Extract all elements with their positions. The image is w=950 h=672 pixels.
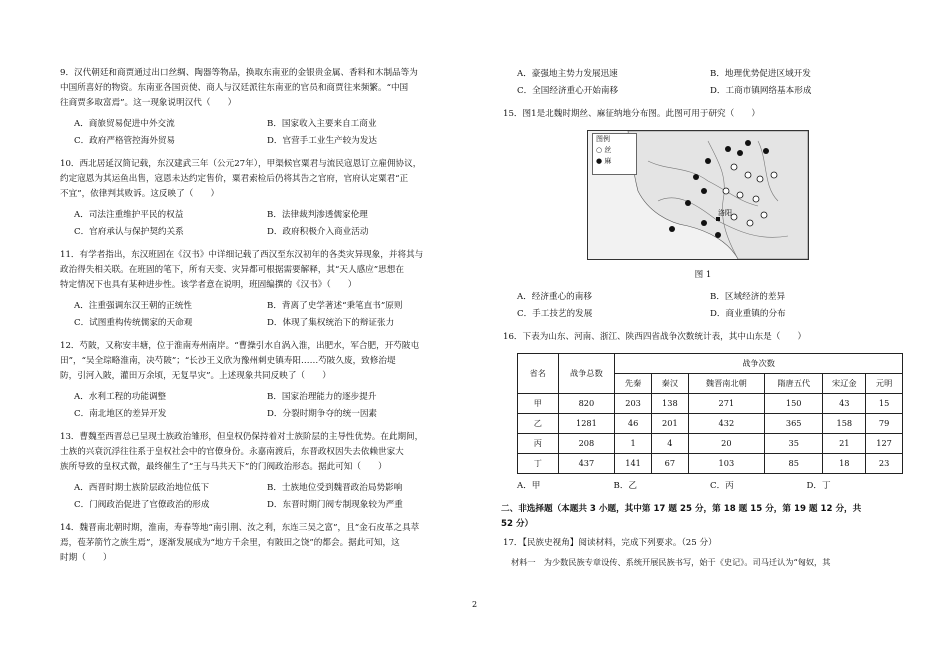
- hemp-marker: [715, 232, 721, 238]
- option-d[interactable]: D．分裂时期争夺的统一因素: [267, 409, 378, 419]
- question-text-line: 族所导致的皇权式微，最终催生了“王与马共天下”的门阀政治形态。据此可知（ ）: [60, 462, 387, 472]
- question-text-line: 中国所喜好的物资。东南亚各国贡使、商人与汉廷派往东南亚的官员和商贾往来频繁。“中国: [60, 83, 409, 93]
- legend-hemp: [596, 156, 636, 167]
- cell: 432: [688, 414, 764, 434]
- option-a[interactable]: A．水利工程的功能调整: [74, 392, 167, 402]
- silk-marker: [731, 164, 737, 170]
- option-c[interactable]: C．南北地区的差异开发: [74, 409, 167, 419]
- question-12: [60, 339, 460, 423]
- question-13: [60, 430, 460, 514]
- question-text-line: 时期（ ）: [60, 553, 112, 563]
- city-label: 洛阳: [718, 209, 732, 217]
- question-text-line: 政治得失相关联。在班固的笔下，所有天变、灾异都可根据需要解释，其“天人感应”思想在: [60, 265, 404, 275]
- cell: 18: [823, 454, 866, 474]
- table-row: [518, 414, 903, 434]
- question-text-line: 不宜”，依律判其败诉。这反映了（ ）: [60, 189, 220, 199]
- option-b[interactable]: B．国家收入主要来自工商业: [267, 119, 377, 129]
- silk-marker: [771, 172, 777, 178]
- cell: 138: [651, 394, 688, 414]
- hemp-symbol-icon: ●: [596, 157, 605, 165]
- material-text: 材料一 为少数民族专章设传、系统开展民族书写，始于《史记》。司马迁认为“匈奴，其: [511, 557, 831, 567]
- hemp-marker: [745, 140, 751, 146]
- option-d[interactable]: D．政府积极介入商业活动: [267, 227, 369, 237]
- question-text-line: 17．【民族史视角】阅读材料，完成下列要求。（25 分）: [503, 538, 717, 548]
- silk-symbol-icon: ○: [596, 146, 605, 154]
- silk-marker: [737, 192, 743, 198]
- cell: 43: [823, 394, 866, 414]
- row-total: 820: [558, 394, 615, 414]
- figure-caption: 图 1: [694, 270, 712, 280]
- header-period: 元明: [866, 374, 903, 394]
- answer-options: [74, 298, 460, 332]
- row-name: 甲: [518, 394, 559, 414]
- row-name: 丙: [518, 434, 559, 454]
- cell: 365: [764, 414, 822, 434]
- option-b[interactable]: B．区域经济的差异: [710, 292, 786, 302]
- legend-silk: [596, 145, 636, 156]
- question-text-line: 12．芍陂，又称安丰塘，位于淮南寿州南岸。“曹操引水自涡入淮，出肥水，军合肥，开芍陂屯: [60, 341, 420, 351]
- hemp-marker: [763, 148, 769, 154]
- hemp-marker: [669, 226, 675, 232]
- header-period: 宋辽金: [823, 374, 866, 394]
- question-15: [503, 107, 903, 323]
- section-heading-line: 52 分）: [501, 519, 534, 529]
- silk-marker: [761, 212, 767, 218]
- question-14-options: [517, 66, 903, 100]
- option-b[interactable]: B．士族地位受到魏晋政治局势影响: [267, 483, 403, 493]
- question-text-line: 往商贾多取富焉”。这一现象说明汉代（ ）: [60, 98, 237, 108]
- cell: 35: [764, 434, 822, 454]
- header-province: 省名: [518, 354, 559, 394]
- legend-title: 图例: [596, 135, 610, 143]
- answer-options: [517, 478, 903, 495]
- cell: 85: [764, 454, 822, 474]
- cell: 127: [866, 434, 903, 454]
- row-name: 乙: [518, 414, 559, 434]
- cell: 271: [688, 394, 764, 414]
- option-c[interactable]: C．手工技艺的发展: [517, 309, 593, 319]
- row-total: 1281: [558, 414, 615, 434]
- option-d[interactable]: D．东晋时期门阀专制现象较为严重: [267, 500, 403, 510]
- question-text-line: 14．魏晋南北朝时期，淮南，寿春等地“南引荆、汝之利，东连三吴之富”，且“金石皮革之具萃: [60, 523, 420, 533]
- page-number: 2: [472, 600, 478, 609]
- option-b[interactable]: B．国家治理能力的逐步提升: [267, 392, 377, 402]
- cell: 4: [651, 434, 688, 454]
- question-text-line: 11．有学者指出，东汉班固在《汉书》中详细记载了西汉至东汉初年的各类灾异现象，并将其与: [60, 250, 424, 260]
- question-text-line: 士族的兴衰沉浮往往系于皇权社会中的官僚身份。永嘉南渡后，东晋政权因失去依赖世家大: [60, 447, 404, 457]
- option-d[interactable]: D．工商市镇网络基本形成: [710, 86, 812, 96]
- silk-marker: [747, 220, 753, 226]
- question-text-line: 焉，苞茅箭竹之族生焉”，逐渐发展成为“地方千余里，有陂田之饶”的都会。据此可知，这: [60, 538, 400, 548]
- option-a[interactable]: A．经济重心的南移: [517, 292, 592, 302]
- question-text-line: 16．下表为山东、河南、浙江、陕西四省战争次数统计表，其中山东是（ ）: [503, 332, 807, 342]
- question-14: [60, 521, 460, 566]
- question-16: [503, 330, 903, 495]
- option-c[interactable]: C．官府承认与保护契约关系: [74, 227, 184, 237]
- answer-options: [517, 289, 903, 323]
- row-name: 丁: [518, 454, 559, 474]
- option-b[interactable]: B．地理优势促进区域开发: [710, 69, 811, 79]
- cell: 15: [866, 394, 903, 414]
- option-d[interactable]: D．体现了集权统治下的辩证张力: [267, 318, 395, 328]
- option-a[interactable]: A．甲: [517, 481, 541, 491]
- cell: 21: [823, 434, 866, 454]
- hemp-marker: [701, 220, 707, 226]
- answer-options: [74, 116, 460, 150]
- question-11: [60, 248, 460, 332]
- cell: 103: [688, 454, 764, 474]
- map-legend: [592, 133, 637, 175]
- silk-marker: [753, 196, 759, 202]
- option-a[interactable]: A．西晋时期士族阶层政治地位低下: [74, 483, 210, 493]
- war-count-table: [517, 353, 903, 474]
- hemp-marker: [693, 174, 699, 180]
- cell: 201: [651, 414, 688, 434]
- legend-hemp-label: 麻: [604, 157, 612, 165]
- question-text-line: 田”，“吴全琮略淮南，决芍陂”；“长沙王义欣为豫州刺史镇寿阳……芍陂久废，致修治堤: [60, 356, 396, 366]
- hemp-marker: [737, 150, 743, 156]
- row-total: 437: [558, 454, 615, 474]
- table-row: [518, 434, 903, 454]
- option-c[interactable]: C．丙: [710, 481, 734, 491]
- option-c[interactable]: C．门阀政治促进了官僚政治的形成: [74, 500, 210, 510]
- option-a[interactable]: A．司法注重维护平民的权益: [74, 210, 184, 220]
- question-text-line: 13．曹魏至西晋总已呈现士族政治雏形，但皇权仍保持着对士族阶层的主导性优势。在此期间，: [60, 432, 424, 442]
- header-period: 先秦: [615, 374, 652, 394]
- hemp-marker: [701, 188, 707, 194]
- header-total: 战争总数: [558, 354, 615, 394]
- cell: 141: [615, 454, 652, 474]
- cell: 20: [688, 434, 764, 454]
- cell: 23: [866, 454, 903, 474]
- hemp-marker: [685, 200, 691, 206]
- option-b[interactable]: B．背离了史学著述“秉笔直书”原则: [267, 301, 403, 311]
- cell: 46: [615, 414, 652, 434]
- silk-marker: [723, 188, 729, 194]
- answer-options: [74, 480, 460, 514]
- capital-marker: [716, 217, 720, 221]
- option-c[interactable]: C．政府严格管控海外贸易: [74, 136, 176, 146]
- header-period: 隋唐五代: [764, 374, 822, 394]
- silk-marker: [745, 172, 751, 178]
- question-text-line: 15．图1是北魏时期丝、麻征纳地分布图。此图可用于研究（ ）: [503, 109, 761, 119]
- cell: 203: [615, 394, 652, 414]
- question-10: [60, 157, 460, 241]
- option-d[interactable]: D．官营手工业生产较为发达: [267, 136, 378, 146]
- section-heading: [501, 502, 903, 532]
- legend-silk-label: 丝: [604, 146, 612, 154]
- silk-hemp-map: [587, 130, 809, 260]
- header-period: 秦汉: [651, 374, 688, 394]
- hemp-marker: [725, 146, 731, 152]
- question-9: [60, 66, 460, 150]
- option-b[interactable]: B．法律裁判渗透儒家伦理: [267, 210, 368, 220]
- table-row: [518, 394, 903, 414]
- question-text-line: 防，引河入陂，灌田万余顷，无复旱灾”。上述现象共同反映了（ ）: [60, 371, 331, 381]
- header-group: 战争次数: [615, 354, 903, 374]
- question-text-line: 约定寇恩为其运鱼出售，寇恩未达约定售价，粟君索检后仍将其告之官府，官府认定粟君“正: [60, 174, 409, 184]
- cell: 150: [764, 394, 822, 414]
- row-total: 208: [558, 434, 615, 454]
- left-column: [60, 66, 460, 568]
- cell: 1: [615, 434, 652, 454]
- option-d[interactable]: D．商业重镇的分布: [710, 309, 786, 319]
- question-17: [503, 536, 903, 570]
- option-a[interactable]: A．商旅贸易促进中外交流: [74, 119, 175, 129]
- right-column: [503, 66, 903, 572]
- option-a[interactable]: A．注重强调东汉王朝的正统性: [74, 301, 192, 311]
- question-text-line: 10．西北居延汉简记载，东汉建武三年（公元27年），甲渠候官粟君与流民寇恩订立雇佣协议，: [60, 159, 422, 169]
- section-heading-line: 二、非选择题（本题共 3 小题，其中第 17 题 25 分，第 18 题 15 分，第 19 题 12 分，共: [501, 504, 862, 514]
- silk-marker: [757, 176, 763, 182]
- cell: 158: [823, 414, 866, 434]
- option-c[interactable]: C．全国经济重心开始南移: [517, 86, 619, 96]
- question-text-line: 9．汉代朝廷和商贾通过出口丝绸、陶器等物品，换取东南亚的金银贵金属、香料和木制品等为: [60, 68, 418, 78]
- question-text-line: 特定情况下也具有某种进步性。该学者意在说明，班固编撰的《汉书》（ ）: [60, 280, 357, 290]
- cell: 67: [651, 454, 688, 474]
- option-a[interactable]: A．豪强地主势力发展迅速: [517, 69, 618, 79]
- answer-options: [74, 207, 460, 241]
- option-c[interactable]: C．试图重构传统儒家的天命观: [74, 318, 193, 328]
- option-d[interactable]: D．丁: [806, 481, 831, 491]
- hemp-marker: [705, 158, 711, 164]
- map-land: [628, 131, 808, 259]
- header-period: 魏晋南北朝: [688, 374, 764, 394]
- option-b[interactable]: B．乙: [613, 481, 638, 491]
- answer-options: [74, 389, 460, 423]
- cell: 79: [866, 414, 903, 434]
- table-row: [518, 454, 903, 474]
